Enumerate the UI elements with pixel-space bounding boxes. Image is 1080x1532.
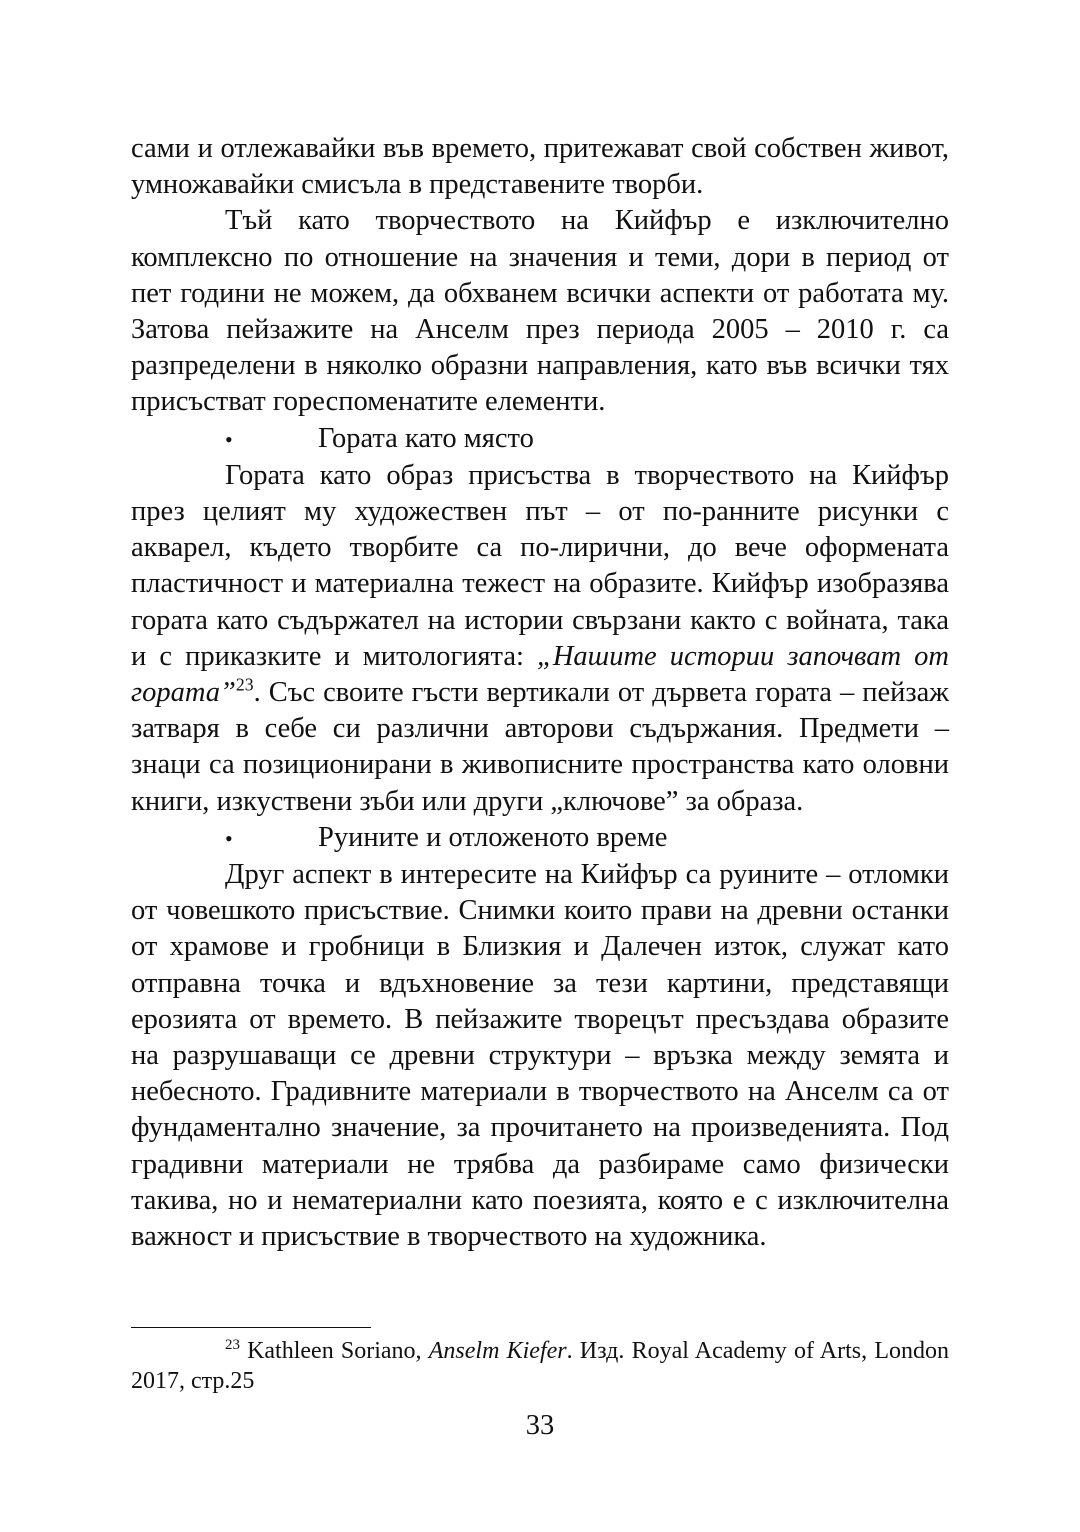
footnote-text: [131, 1336, 949, 1396]
paragraph-forest: [131, 458, 949, 820]
footnote-area: [131, 1327, 949, 1396]
bullet-icon: •: [225, 426, 233, 452]
footnote-divider: [131, 1327, 371, 1328]
paragraph-complexity: Тъй като творчеството на Кийфър е изключително комплексно по отношение на значения и теми, дори в период от пет години не можем, да обхванем всички аспекти от работата му. Затова пейзажите на Анселм през периода 2005 – 2010 г. са разпределени в няколко образни направления, като във всички тях присъстват гореспоменатите елементи.: [131, 205, 949, 418]
footnote: [131, 1336, 949, 1396]
footnote-reference[interactable]: 23: [235, 674, 254, 695]
bullet-ruins-label: Руините и отложеното време: [318, 821, 668, 853]
footnote-title: Anselm Kiefer: [428, 1338, 567, 1364]
footnote-number: 23: [225, 1337, 240, 1353]
paragraph-forest-text-end: . Със своите гъсти вертикали от дървета гората – пейзаж затваря в себе си различни авторови съдържания. Предмети – знаци са позиционирани в живописните пространства като оловни книги, изкуствени зъби или други „ключове” за образа.: [131, 677, 949, 817]
paragraph-ruins: Друг аспект в интересите на Кийфър са руините – отломки от човешкото присъствие. Снимки които прави на древни останки от храмове и гробници в Близкия и Далечен изток, служат като отправна точка и вдъхновение за тези картини, представящи ерозията от времето. В пейзажите творецът пресъздава образите на разрушаващи се древни структури – връзка между земята и небесното. Градивните материали в творчеството на Анселм са от фундаментално значение, за прочитането на произведенията. Под градивни материали не трябва да разбираме само физически такива, но и нематериални като поезията, която е с изключителна важност и присъствие в творчеството на художника.: [131, 859, 949, 1253]
page-number: 33: [525, 1410, 555, 1441]
bullet-forest: [131, 421, 949, 458]
page-body: [131, 131, 949, 1255]
footnote-publisher: . Изд. Royal Academy of Arts, London 2017, стр.25: [131, 1338, 950, 1394]
paragraph-continuation: сами и отлежавайки във времето, притежават свой собствен живот, умножавайки смисъла в представените творби.: [131, 133, 949, 201]
paragraph-forest-text: Гората като образ присъства в творчеството на Кийфър през целият му художествен път – от по-ранните рисунки с акварел, където творбите са по-лирични, до вече оформената пластичност и материална тежест на образите. Кийфър изобразява гората като съдържател на истории свързани както с войната, така и с приказките и митологията:: [131, 459, 949, 672]
forest-quote: „Нашите истории започват от гората”: [131, 640, 949, 709]
bullet-forest-label: Гората като място: [318, 422, 534, 454]
bullet-icon: •: [225, 825, 233, 851]
bullet-ruins: [131, 820, 949, 857]
footnote-author: Kathleen Soriano,: [239, 1338, 429, 1364]
